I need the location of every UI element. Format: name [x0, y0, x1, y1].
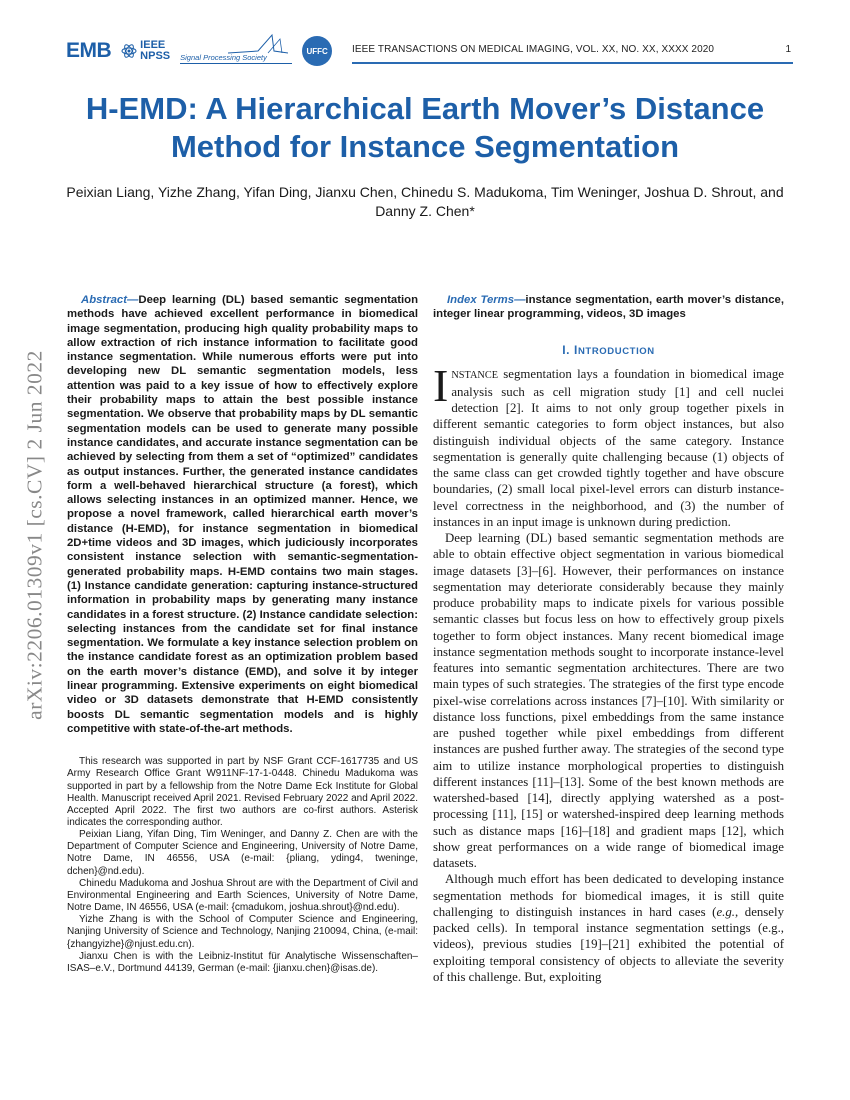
- abstract: [67, 293, 418, 736]
- index-terms-lead: Index Terms—: [447, 294, 526, 306]
- left-column: [67, 293, 418, 975]
- right-column: [433, 293, 784, 985]
- abstract-text: Deep learning (DL) based semantic segmentation methods have achieved excellent performance in biomedical image segmentation, producing high quality probability maps to allow extraction of rich instance information to facilitate good instance segmentation. While numerous efforts were put into developing new DL semantic segmentation models, less attention was paid to a key issue of how to effectively explore their probability maps to attain the best possible instance segmentation. We observe that probability maps by DL semantic segmentation models can be used to generate many possible instance candidates, and accurate instance segmentation can be achieved by selecting from them a set of “optimized” candidates as output instances. Further, the generated instance candidates form a well-behaved hierarchical structure (a forest), which allows selecting instances in an optimized manner. Hence, we propose a novel framework, called hierarchical earth mover’s distance (H-EMD), for instance segmentation in biomedical 2D+time videos and 3D images, which judiciously incorporates consistent instance selection with semantic-segmentation-generated probability maps. H-EMD contains two main stages. (1) Instance candidate generation: capturing instance-structured information in probability maps by generating many instance candidates in a forest structure. (2) Instance candidate selection: selecting instances from the candidate set for final instance segmentation. We formulate a key instance selection problem on the instance candidate forest as an optimization problem based on the earth mover’s distance (EMD), and solve it by integer linear programming. Extensive experiments on eight biomedical video or 3D datasets demonstrate that H-EMD consistently boosts DL semantic segmentation models and is highly competitive with state-of-the-art methods.: [67, 294, 418, 735]
- emb-logo: EMB: [66, 39, 112, 62]
- footnotes: [67, 756, 418, 975]
- page-header: [66, 34, 793, 70]
- sps-logo-text: Signal Processing Society: [180, 52, 267, 62]
- page-number: 1: [785, 44, 791, 55]
- footnote-affiliation: Chinedu Madukoma and Joshua Shrout are with the Department of Civil and Environmental Engineering and Earth Sciences, University of Notre Dame, Notre Dame, IN 46556, USA (e-mail: {cmadukom, joshua.shrout}@nd.edu).: [67, 877, 418, 914]
- author-list: Peixian Liang, Yizhe Zhang, Yifan Ding, Jianxu Chen, Chinedu S. Madukoma, Tim Weninger, Joshua D. Shrout, and Danny Z. Chen*: [66, 184, 784, 219]
- npss-logo-line2: NPSS: [140, 50, 171, 62]
- paragraph: Deep learning (DL) based semantic segmentation methods are able to obtain effective object segmentation in various biomedical image datasets [3]–[6]. However, their performances on instance segmentation may deteriorate considerably because they mainly produce probability maps to indicate pixels for various possible semantic classes but focus less on how to effectively group pixels together to form object instances. Many recent biomedical image instance segmentation methods sought to incorporate instance-level features into semantic segmentation architectures. There are two main types of such strategies. The strategies of the first type encode pixel-wise correlations across instances [7]–[10]. With similarity or distance loss functions, pixel embeddings from the same instance are pushed together while pixel embeddings from different instances are pushed further away. The strategies of the second type aim to utilize instance morphological properties to distinguish different instances [11]–[13]. Some of the best known methods are watershed-based [14], directly applying watershed as a post-processing [11], [15] or watershed-inspired deep learning methods such as distance maps [16]–[18] and gradient maps [12], which show great performances on a wide range of biomedical image datasets.: [433, 531, 784, 871]
- footnote-affiliation: Yizhe Zhang is with the School of Computer Science and Engineering, Nanjing University of Science and Technology, Nanjing 210094, China, (e-mail: {zhangyizhe}@njust.edu.cn).: [67, 914, 418, 950]
- index-terms: [433, 293, 784, 322]
- section-numeral: I.: [562, 342, 575, 357]
- running-head: IEEE TRANSACTIONS ON MEDICAL IMAGING, VOL. XX, NO. XX, XXXX 2020: [352, 44, 715, 55]
- footnote-affiliation: Peixian Liang, Yifan Ding, Tim Weninger, and Danny Z. Chen are with the Department of Computer Science and Engineering, University of Notre Dame, Notre Dame, IN 46556, USA (e-mail: {pliang, yding4, tweninge, dchen}@nd.edu).: [67, 829, 418, 877]
- paragraph-text: segmentation lays a foundation in biomedical image analysis such as cell migration study [1] and cell nuclei detection [2]. It aims to not only group together pixels in different semantic categories to form object instances, but also distinguish individual objects of the same category. Instance segmentation is generally quite challenging because (1) objects of the same class can get crowded tightly together and have obscure boundaries, (2) small local pixel-level errors can disturb instance-level correctness in the neighborhood, and (3) the number of instances in an input image is unknown during prediction.: [433, 366, 784, 529]
- arxiv-watermark-text: arXiv:2206.01309v1 [cs.CV] 2 Jun 2022: [22, 350, 47, 720]
- paper-title: H-EMD: A Hierarchical Earth Mover’s Distance Method for Instance Segmentation: [85, 91, 765, 164]
- paragraph-text: Although much effort has been dedicated to developing instance segmentation methods for biomedical images, it is still quite challenging to distinguish instances in hard cases (: [433, 872, 784, 919]
- atom-icon: [121, 43, 137, 59]
- section-heading-introduction: [433, 343, 784, 357]
- introduction-body: [433, 359, 785, 986]
- signal-wave-icon: [228, 33, 288, 55]
- arxiv-watermark: [15, 295, 55, 775]
- paragraph: [433, 871, 784, 985]
- index-terms-text: instance segmentation, earth mover’s distance, integer linear programming, videos, 3D images: [433, 294, 785, 321]
- smallcaps-word: NSTANCE: [451, 369, 498, 381]
- abstract-lead: Abstract—: [81, 294, 139, 306]
- uffc-logo: UFFC: [302, 36, 332, 66]
- npss-logo: [121, 40, 170, 62]
- footnote-affiliation: Jianxu Chen is with the Leibniz-Institut für Analytische Wissenschaften–ISAS–e.V., Dortmund 44139, German (e-mail: {jianxu.chen}@isas.de).: [67, 950, 418, 974]
- section-first-letter: I: [574, 342, 578, 357]
- paragraph: [433, 359, 784, 531]
- sps-logo: [180, 53, 292, 64]
- footnote-funding: This research was supported in part by NSF Grant CCF-1617735 and US Army Research Office Grant W911NF-17-1-0448. Chinedu Madukoma was supported in part by a fellowship from the Notre Dame Eck Institute for Global Health. Manuscript received April 2021. Revised February 2022 and April 2022. Accepted April 2022. The first two authors are co-first authors. Asterisk indicates the corresponding author.: [67, 756, 418, 828]
- npss-logo-line1: IEEE: [140, 39, 166, 51]
- society-logos: [66, 34, 332, 68]
- section-title-rest: NTRODUCTION: [577, 345, 655, 357]
- header-rule: [352, 62, 793, 64]
- drop-cap: I: [433, 359, 449, 411]
- paragraph-text: , densely packed cells). In temporal instance segmentation settings (e.g., videos), previous studies [19]–[21] exhibited the potential of exploiting temporal consistency of objects to alleviate the severity of this challenge. But, exploiting: [433, 904, 785, 984]
- italic-abbrev: e.g.: [716, 904, 735, 919]
